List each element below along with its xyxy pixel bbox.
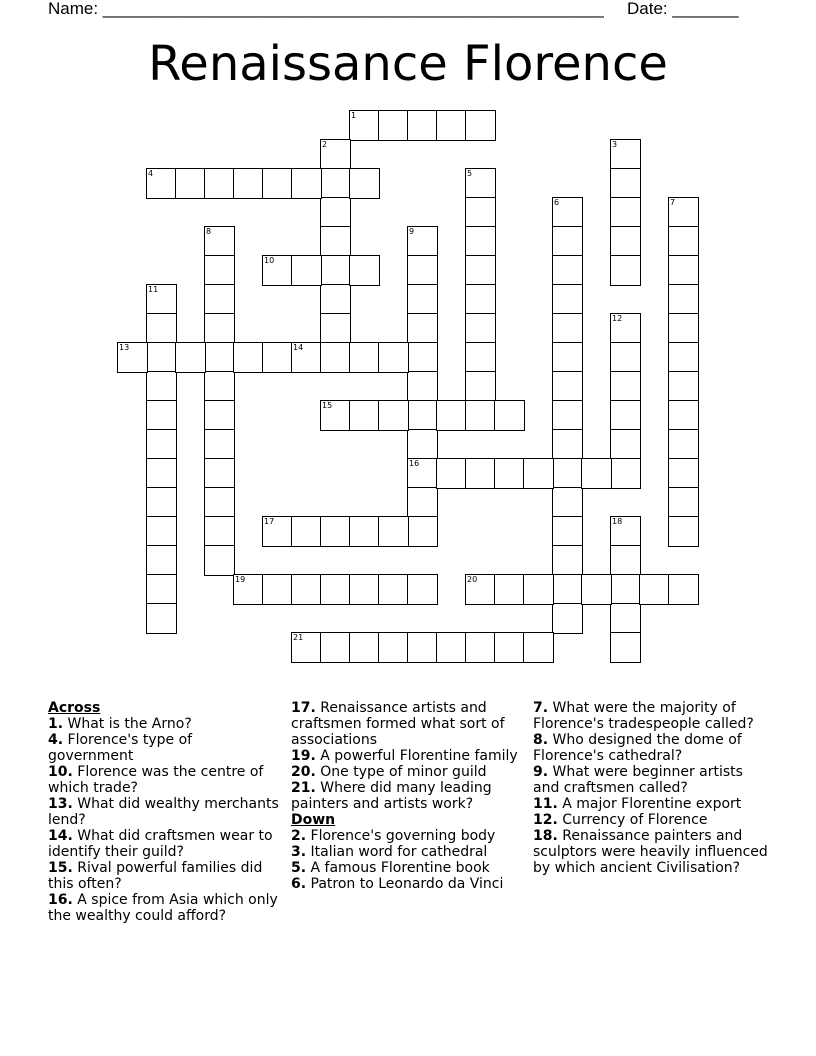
- grid-cell[interactable]: [436, 458, 467, 489]
- grid-cell[interactable]: [378, 110, 409, 141]
- clue-text: Currency of Florence: [557, 812, 708, 828]
- grid-cell[interactable]: [204, 168, 235, 199]
- clues-column-1: [48, 700, 280, 924]
- grid-cell[interactable]: [552, 313, 583, 344]
- grid-cell[interactable]: [610, 400, 641, 431]
- grid-cell[interactable]: [465, 226, 496, 257]
- clue-item: [533, 700, 773, 732]
- grid-cell[interactable]: [407, 313, 438, 344]
- grid-cell[interactable]: [349, 632, 380, 663]
- grid-cell[interactable]: [552, 226, 583, 257]
- clue-text: Florence was the centre of which trade?: [48, 764, 264, 796]
- grid-cell[interactable]: [349, 400, 380, 431]
- grid-cell[interactable]: [465, 284, 496, 315]
- clue-number: 9.: [533, 764, 549, 780]
- grid-cell[interactable]: [610, 574, 641, 605]
- clue-number-label: 5: [467, 169, 473, 178]
- grid-cell[interactable]: [552, 255, 583, 286]
- grid-cell[interactable]: [204, 226, 235, 257]
- grid-cell[interactable]: [378, 516, 409, 547]
- clue-number: 20.: [291, 764, 316, 780]
- grid-cell[interactable]: [465, 400, 496, 431]
- clue-text: A major Florentine export: [557, 796, 742, 812]
- grid-cell[interactable]: [523, 574, 554, 605]
- grid-cell[interactable]: [610, 371, 641, 402]
- across-clue-list: [48, 716, 280, 924]
- clue-number: 11.: [533, 796, 558, 812]
- grid-cell[interactable]: [146, 342, 177, 373]
- grid-cell[interactable]: [146, 371, 177, 402]
- grid-cell[interactable]: [668, 313, 699, 344]
- grid-cell[interactable]: [320, 226, 351, 257]
- grid-cell[interactable]: [146, 400, 177, 431]
- clue-text: Florence's type of government: [48, 732, 193, 764]
- grid-cell[interactable]: [146, 168, 177, 199]
- grid-cell[interactable]: [320, 197, 351, 228]
- grid-cell[interactable]: [552, 603, 583, 634]
- grid-cell[interactable]: [146, 487, 177, 518]
- clue-text: What were the majority of Florence's tradespeople called?: [533, 700, 754, 732]
- clue-item: [48, 764, 280, 796]
- grid-cell[interactable]: [407, 371, 438, 402]
- clue-number-label: 1: [351, 111, 357, 120]
- grid-cell[interactable]: [610, 603, 641, 634]
- grid-cell[interactable]: [465, 342, 496, 373]
- grid-cell[interactable]: [291, 255, 322, 286]
- grid-cell[interactable]: [262, 342, 293, 373]
- grid-cell[interactable]: [552, 197, 583, 228]
- grid-cell[interactable]: [349, 342, 380, 373]
- grid-cell[interactable]: [204, 284, 235, 315]
- grid-cell[interactable]: [262, 574, 293, 605]
- grid-cell[interactable]: [320, 168, 351, 199]
- grid-cell[interactable]: [552, 284, 583, 315]
- grid-cell[interactable]: [552, 545, 583, 576]
- down-heading: Down: [291, 812, 336, 828]
- grid-cell[interactable]: [262, 168, 293, 199]
- grid-cell[interactable]: [668, 342, 699, 373]
- clue-number: 18.: [533, 828, 558, 844]
- grid-cell[interactable]: [233, 342, 264, 373]
- grid-cell[interactable]: [146, 603, 177, 634]
- grid-cell[interactable]: [668, 371, 699, 402]
- name-field-line: Name: _____________________________________________________: [48, 0, 604, 18]
- clue-number-label: 16: [409, 459, 420, 468]
- grid-cell[interactable]: [465, 197, 496, 228]
- grid-cell[interactable]: [436, 632, 467, 663]
- grid-cell[interactable]: [349, 574, 380, 605]
- clue-text: One type of minor guild: [315, 764, 487, 780]
- grid-cell[interactable]: [436, 400, 467, 431]
- clue-item: [48, 860, 280, 892]
- grid-cell[interactable]: [465, 371, 496, 402]
- grid-cell[interactable]: [407, 110, 438, 141]
- grid-cell[interactable]: [552, 342, 583, 373]
- clue-number: 4.: [48, 732, 64, 748]
- grid-cell[interactable]: [436, 110, 467, 141]
- grid-cell[interactable]: [552, 429, 583, 460]
- grid-cell[interactable]: [146, 284, 177, 315]
- grid-cell[interactable]: [204, 400, 235, 431]
- clue-number-label: 2: [322, 140, 328, 149]
- grid-cell[interactable]: [204, 342, 235, 373]
- clue-number: 7.: [533, 700, 549, 716]
- clue-item: [48, 716, 280, 732]
- clue-item: [291, 844, 523, 860]
- grid-cell[interactable]: [233, 574, 264, 605]
- grid-cell[interactable]: [494, 458, 525, 489]
- grid-cell[interactable]: [668, 400, 699, 431]
- clue-number: 16.: [48, 892, 73, 908]
- clue-item: [533, 764, 773, 796]
- clue-number-label: 9: [409, 227, 415, 236]
- clue-item: [533, 796, 773, 812]
- clue-number: 8.: [533, 732, 549, 748]
- grid-cell[interactable]: [378, 632, 409, 663]
- clue-number-label: 12: [612, 314, 623, 323]
- grid-cell[interactable]: [320, 139, 351, 170]
- grid-cell[interactable]: [552, 487, 583, 518]
- grid-cell[interactable]: [610, 139, 641, 170]
- clue-number-label: 19: [235, 575, 246, 584]
- clue-number: 21.: [291, 780, 316, 796]
- grid-cell[interactable]: [146, 516, 177, 547]
- clue-number: 19.: [291, 748, 316, 764]
- grid-cell[interactable]: [552, 574, 583, 605]
- clue-number-label: 3: [612, 140, 618, 149]
- grid-cell[interactable]: [146, 313, 177, 344]
- clue-number: 12.: [533, 812, 558, 828]
- clue-number: 15.: [48, 860, 73, 876]
- clue-item: [291, 748, 523, 764]
- grid-cell[interactable]: [204, 545, 235, 576]
- grid-cell[interactable]: [262, 255, 293, 286]
- grid-cell[interactable]: [146, 574, 177, 605]
- clue-number: 14.: [48, 828, 73, 844]
- grid-cell[interactable]: [378, 342, 409, 373]
- grid-cell[interactable]: [523, 458, 554, 489]
- page-title: Renaissance Florence: [148, 36, 668, 92]
- clue-item: [291, 780, 523, 812]
- grid-cell[interactable]: [320, 313, 351, 344]
- clue-number-label: 7: [670, 198, 676, 207]
- grid-cell[interactable]: [494, 574, 525, 605]
- clue-item: [291, 828, 523, 844]
- grid-cell[interactable]: [610, 429, 641, 460]
- grid-cell[interactable]: [204, 429, 235, 460]
- grid-cell[interactable]: [407, 400, 438, 431]
- grid-cell[interactable]: [320, 516, 351, 547]
- clue-number-label: 17: [264, 517, 275, 526]
- date-field-line: Date: _______: [627, 0, 739, 18]
- grid-cell[interactable]: [407, 487, 438, 518]
- grid-cell[interactable]: [320, 342, 351, 373]
- grid-cell[interactable]: [320, 574, 351, 605]
- grid-cell[interactable]: [349, 110, 380, 141]
- clue-item: [533, 828, 773, 876]
- grid-cell[interactable]: [494, 632, 525, 663]
- clue-number-label: 13: [119, 343, 130, 352]
- clue-item: [533, 732, 773, 764]
- grid-cell[interactable]: [668, 458, 699, 489]
- clue-number: 10.: [48, 764, 73, 780]
- grid-cell[interactable]: [407, 429, 438, 460]
- grid-cell[interactable]: [668, 516, 699, 547]
- grid-cell[interactable]: [204, 371, 235, 402]
- grid-cell[interactable]: [610, 168, 641, 199]
- grid-cell[interactable]: [552, 400, 583, 431]
- grid-cell[interactable]: [291, 574, 322, 605]
- grid-cell[interactable]: [175, 168, 206, 199]
- clue-text: Where did many leading painters and artists work?: [291, 780, 492, 812]
- clue-text: Florence's governing body: [306, 828, 496, 844]
- grid-cell[interactable]: [552, 516, 583, 547]
- across-clue-list-continued: [291, 700, 523, 812]
- grid-cell[interactable]: [407, 342, 438, 373]
- grid-cell[interactable]: [581, 574, 612, 605]
- grid-cell[interactable]: [320, 400, 351, 431]
- grid-cell[interactable]: [610, 226, 641, 257]
- clues-column-3: [533, 700, 773, 876]
- clue-text: What did wealthy merchants lend?: [48, 796, 279, 828]
- grid-cell[interactable]: [146, 458, 177, 489]
- clue-item: [291, 860, 523, 876]
- grid-cell[interactable]: [117, 342, 148, 373]
- grid-cell[interactable]: [465, 632, 496, 663]
- grid-cell[interactable]: [407, 632, 438, 663]
- grid-cell[interactable]: [204, 516, 235, 547]
- clue-number-label: 15: [322, 401, 333, 410]
- grid-cell[interactable]: [465, 168, 496, 199]
- clue-item: [48, 796, 280, 828]
- clue-number: 2.: [291, 828, 307, 844]
- grid-cell[interactable]: [291, 168, 322, 199]
- grid-cell[interactable]: [610, 313, 641, 344]
- down-clue-list: [291, 828, 523, 892]
- grid-cell[interactable]: [204, 255, 235, 286]
- clue-number-label: 21: [293, 633, 304, 642]
- grid-cell[interactable]: [407, 574, 438, 605]
- grid-cell[interactable]: [610, 197, 641, 228]
- grid-cell[interactable]: [349, 255, 380, 286]
- grid-cell[interactable]: [610, 458, 641, 489]
- clue-number-label: 11: [148, 285, 159, 294]
- grid-cell[interactable]: [465, 574, 496, 605]
- clue-number: 1.: [48, 716, 64, 732]
- grid-cell[interactable]: [465, 458, 496, 489]
- clue-item: [291, 876, 523, 892]
- grid-cell[interactable]: [610, 545, 641, 576]
- grid-cell[interactable]: [146, 545, 177, 576]
- grid-cell[interactable]: [610, 632, 641, 663]
- grid-cell[interactable]: [610, 255, 641, 286]
- grid-cell[interactable]: [320, 632, 351, 663]
- grid-cell[interactable]: [523, 632, 554, 663]
- clue-text: Patron to Leonardo da Vinci: [306, 876, 504, 892]
- clue-text: A powerful Florentine family: [315, 748, 518, 764]
- grid-cell[interactable]: [407, 516, 438, 547]
- clue-text: Italian word for cathedral: [306, 844, 488, 860]
- clue-item: [533, 812, 773, 828]
- clue-item: [48, 732, 280, 764]
- clue-text: Who designed the dome of Florence's cathedral?: [533, 732, 742, 764]
- grid-cell[interactable]: [233, 168, 264, 199]
- grid-cell[interactable]: [204, 487, 235, 518]
- grid-cell[interactable]: [668, 197, 699, 228]
- grid-cell[interactable]: [320, 255, 351, 286]
- grid-cell[interactable]: [610, 516, 641, 547]
- clue-number-label: 4: [148, 169, 154, 178]
- grid-cell[interactable]: [668, 574, 699, 605]
- grid-cell[interactable]: [668, 255, 699, 286]
- grid-cell[interactable]: [668, 429, 699, 460]
- down-clue-list-continued: [533, 700, 773, 876]
- grid-cell[interactable]: [494, 400, 525, 431]
- clue-text: What did craftsmen wear to identify their guild?: [48, 828, 273, 860]
- grid-cell[interactable]: [262, 516, 293, 547]
- grid-cell[interactable]: [349, 168, 380, 199]
- clue-item: [48, 828, 280, 860]
- grid-cell[interactable]: [552, 371, 583, 402]
- grid-cell[interactable]: [610, 342, 641, 373]
- clue-number-label: 6: [554, 198, 560, 207]
- clue-text: Renaissance artists and craftsmen formed what sort of associations: [291, 700, 505, 748]
- grid-cell[interactable]: [291, 632, 322, 663]
- clue-number: 3.: [291, 844, 307, 860]
- clue-number: 5.: [291, 860, 307, 876]
- grid-cell[interactable]: [465, 110, 496, 141]
- clue-text: A spice from Asia which only the wealthy could afford?: [48, 892, 278, 924]
- clue-number-label: 18: [612, 517, 623, 526]
- grid-cell[interactable]: [407, 255, 438, 286]
- clue-text: Rival powerful families did this often?: [48, 860, 263, 892]
- clue-text: What is the Arno?: [63, 716, 192, 732]
- grid-cell[interactable]: [378, 574, 409, 605]
- grid-cell[interactable]: [465, 313, 496, 344]
- grid-cell[interactable]: [349, 516, 380, 547]
- grid-cell[interactable]: [552, 458, 583, 489]
- clue-item: [291, 700, 523, 748]
- grid-cell[interactable]: [175, 342, 206, 373]
- clue-number-label: 14: [293, 343, 304, 352]
- clue-item: [291, 764, 523, 780]
- grid-cell[interactable]: [407, 284, 438, 315]
- clue-number-label: 8: [206, 227, 212, 236]
- grid-cell[interactable]: [291, 342, 322, 373]
- clue-number-label: 20: [467, 575, 478, 584]
- grid-cell[interactable]: [581, 458, 612, 489]
- clues-column-2: [291, 700, 523, 892]
- grid-cell[interactable]: [146, 429, 177, 460]
- grid-cell[interactable]: [465, 255, 496, 286]
- clue-text: What were beginner artists and craftsmen called?: [533, 764, 743, 796]
- grid-cell[interactable]: [668, 226, 699, 257]
- grid-cell[interactable]: [320, 284, 351, 315]
- grid-cell[interactable]: [407, 458, 438, 489]
- grid-cell[interactable]: [407, 226, 438, 257]
- clue-text: Renaissance painters and sculptors were heavily influenced by which ancient Civilisation?: [533, 828, 768, 876]
- grid-cell[interactable]: [291, 516, 322, 547]
- grid-cell[interactable]: [668, 284, 699, 315]
- grid-cell[interactable]: [204, 458, 235, 489]
- grid-cell[interactable]: [204, 313, 235, 344]
- across-heading: Across: [48, 700, 101, 716]
- clue-text: A famous Florentine book: [306, 860, 490, 876]
- clue-number: 17.: [291, 700, 316, 716]
- clue-number: 13.: [48, 796, 73, 812]
- clue-item: [48, 892, 280, 924]
- grid-cell[interactable]: [639, 574, 670, 605]
- clue-number-label: 10: [264, 256, 275, 265]
- clue-number: 6.: [291, 876, 307, 892]
- grid-cell[interactable]: [668, 487, 699, 518]
- grid-cell[interactable]: [378, 400, 409, 431]
